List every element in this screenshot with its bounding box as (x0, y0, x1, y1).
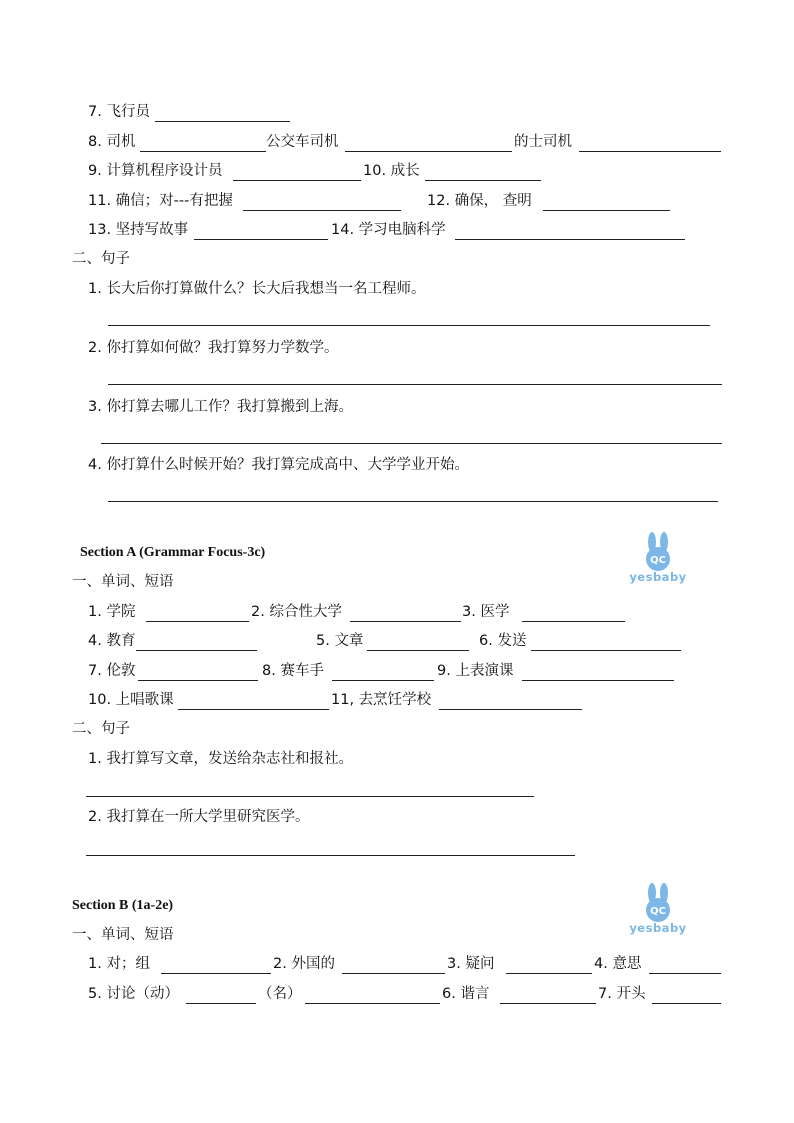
answer-blank[interactable] (146, 621, 249, 622)
answer-blank[interactable] (243, 210, 401, 211)
answer-line[interactable] (86, 855, 575, 856)
a-sentence-prompt-2: 2. 我打算在一所大学里研究医学。 (88, 809, 310, 825)
a-vocab-item-10: 10. 上唱歌课 (88, 692, 174, 708)
answer-blank[interactable] (155, 121, 290, 122)
answer-blank[interactable] (138, 680, 258, 681)
answer-blank[interactable] (233, 180, 361, 181)
b-vocab-item-6: 6. 谐言 (442, 986, 490, 1002)
a-sentence-prompt-1: 1. 我打算写文章，发送给杂志社和报社。 (88, 751, 353, 767)
yesbaby-logo (624, 883, 692, 939)
logo-wordmark: yesbaby (629, 570, 687, 584)
svg-text:QC: QC (650, 906, 666, 917)
answer-line[interactable] (108, 384, 722, 385)
answer-blank[interactable] (136, 650, 257, 651)
answer-blank[interactable] (178, 709, 329, 710)
section-b-vocab-heading: 一、单词、短语 (72, 927, 174, 943)
yesbaby-logo (624, 532, 692, 588)
vocab-item-8b: 公交车司机 (266, 134, 339, 150)
answer-blank[interactable] (649, 973, 721, 974)
b-vocab-item-3: 3. 疑问 (447, 956, 495, 972)
a-vocab-item-9: 9. 上表演课 (437, 663, 514, 679)
a-vocab-item-8: 8. 赛车手 (262, 663, 324, 679)
answer-blank[interactable] (543, 210, 670, 211)
bunny-logo-icon (624, 532, 692, 572)
answer-blank[interactable] (652, 1003, 721, 1004)
section-a-vocab-heading: 一、单词、短语 (72, 574, 174, 590)
answer-blank[interactable] (140, 151, 266, 152)
answer-blank[interactable] (350, 621, 461, 622)
sentence-prompt-1: 1. 长大后你打算做什么？长大后我想当一名工程师。 (88, 281, 426, 297)
section-a-sentences-heading: 二、句子 (72, 721, 130, 737)
a-vocab-item-11: 11, 去烹饪学校 (331, 692, 432, 708)
b-vocab-item-5-noun: （名） (258, 986, 302, 1002)
a-vocab-item-1: 1. 学院 (88, 604, 136, 620)
answer-blank[interactable] (186, 1003, 256, 1004)
answer-blank[interactable] (506, 973, 592, 974)
a-vocab-item-5: 5. 文章 (316, 633, 364, 649)
section-heading-sentences: 二、句子 (72, 251, 130, 267)
answer-blank[interactable] (425, 180, 541, 181)
answer-blank[interactable] (579, 151, 721, 152)
a-vocab-item-2: 2. 综合性大学 (251, 604, 342, 620)
sentence-prompt-2: 2. 你打算如何做？我打算努力学数学。 (88, 340, 339, 356)
a-vocab-item-6: 6. 发送 (479, 633, 527, 649)
answer-blank[interactable] (161, 973, 271, 974)
vocab-item-10: 10. 成长 (363, 163, 420, 179)
section-b-title: Section B (1a-2e) (72, 898, 174, 913)
answer-blank[interactable] (522, 621, 625, 622)
b-vocab-item-4: 4. 意思 (594, 956, 642, 972)
svg-text:QC: QC (650, 555, 666, 566)
sentence-prompt-4: 4. 你打算什么时候开始？我打算完成高中、大学学业开始。 (88, 457, 469, 473)
answer-blank[interactable] (455, 239, 685, 240)
sentence-prompt-3: 3. 你打算去哪儿工作？我打算搬到上海。 (88, 399, 353, 415)
logo-wordmark: yesbaby (629, 921, 687, 935)
b-vocab-item-2: 2. 外国的 (273, 956, 335, 972)
b-vocab-item-5: 5. 讨论（动） (88, 986, 179, 1002)
bunny-logo-icon (624, 883, 692, 923)
answer-line[interactable] (101, 443, 722, 444)
answer-line[interactable] (86, 796, 534, 797)
answer-blank[interactable] (522, 680, 674, 681)
section-a-title: Section A (Grammar Focus-3c) (80, 545, 266, 560)
answer-line[interactable] (108, 501, 718, 502)
answer-blank[interactable] (439, 709, 582, 710)
vocab-item-11: 11. 确信；对---有把握 (88, 193, 233, 209)
answer-blank[interactable] (332, 680, 434, 681)
vocab-item-8c: 的士司机 (514, 134, 572, 150)
b-vocab-item-7: 7. 开头 (598, 986, 646, 1002)
b-vocab-item-1: 1. 对；组 (88, 956, 150, 972)
vocab-item-8: 8. 司机 (88, 134, 136, 150)
vocab-item-12: 12. 确保， 查明 (427, 193, 532, 209)
vocab-item-13: 13. 坚持写故事 (88, 222, 189, 238)
answer-blank[interactable] (531, 650, 681, 651)
a-vocab-item-3: 3. 医学 (462, 604, 510, 620)
answer-blank[interactable] (500, 1003, 596, 1004)
answer-line[interactable] (108, 325, 710, 326)
vocab-item-9: 9. 计算机程序设计员 (88, 163, 223, 179)
vocab-item-14: 14. 学习电脑科学 (331, 222, 446, 238)
answer-blank[interactable] (342, 973, 445, 974)
answer-blank[interactable] (305, 1003, 440, 1004)
answer-blank[interactable] (194, 239, 328, 240)
a-vocab-item-4: 4. 教育 (88, 633, 136, 649)
a-vocab-item-7: 7. 伦敦 (88, 663, 136, 679)
vocab-item-7: 7. 飞行员 (88, 104, 150, 120)
answer-blank[interactable] (345, 151, 512, 152)
answer-blank[interactable] (367, 650, 469, 651)
